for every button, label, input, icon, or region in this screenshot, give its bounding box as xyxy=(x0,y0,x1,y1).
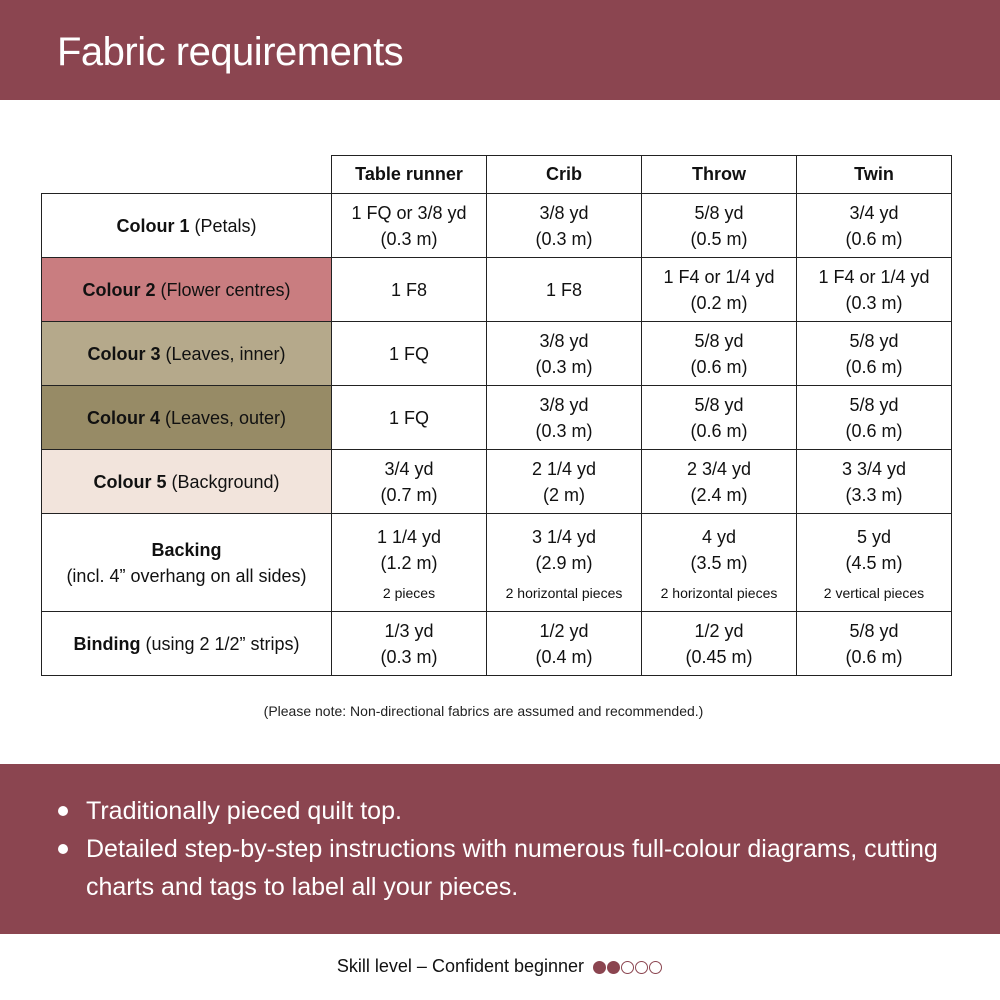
row-label-detail: (Leaves, inner) xyxy=(160,343,286,364)
bullet-icon xyxy=(58,844,68,854)
table-cell xyxy=(642,386,797,450)
table-cell xyxy=(487,450,642,514)
cell-amount-yd: 2 3/4 yd xyxy=(686,458,752,479)
table-row xyxy=(42,386,952,450)
table-cell xyxy=(642,258,797,322)
cell-amount-yd: 1 1/4 yd xyxy=(376,526,442,547)
table-cell xyxy=(797,450,952,514)
cell-amount-m: (0.3 m) xyxy=(380,228,438,249)
cell-amount-m: (2.9 m) xyxy=(535,552,593,573)
cell-amount-yd: 5/8 yd xyxy=(849,330,899,351)
cell-amount-m: (4.5 m) xyxy=(845,552,903,573)
row-label-detail: (Leaves, outer) xyxy=(159,407,287,428)
row-label-name: Colour 2 xyxy=(82,279,156,300)
cell-amount-yd: 1 FQ xyxy=(388,343,429,364)
table-cell xyxy=(642,194,797,258)
row-label-name: Colour 3 xyxy=(87,343,161,364)
cell-amount-m: (0.4 m) xyxy=(535,646,593,667)
table-cell xyxy=(797,612,952,676)
cell-amount-yd: 1 F4 or 1/4 yd xyxy=(663,266,775,287)
skill-dot-filled-icon xyxy=(593,961,606,974)
cell-amount-yd: 3/8 yd xyxy=(539,202,589,223)
table-cell xyxy=(797,258,952,322)
cell-amount-m: (0.6 m) xyxy=(690,420,748,441)
feature-text: Traditionally pieced quilt top. xyxy=(86,797,402,825)
cell-amount-yd: 3/8 yd xyxy=(539,330,589,351)
skill-dot-empty-icon xyxy=(649,961,662,974)
table-row xyxy=(42,514,952,612)
table-row xyxy=(42,258,952,322)
row-label xyxy=(42,612,332,676)
row-label-detail: (Background) xyxy=(166,471,280,492)
feature-item xyxy=(56,792,1000,830)
cell-amount-m: (2 m) xyxy=(543,484,585,505)
table-cell xyxy=(487,386,642,450)
cell-note: 2 vertical pieces xyxy=(823,584,925,601)
cell-amount-m: (0.6 m) xyxy=(845,420,903,441)
table-cell xyxy=(797,322,952,386)
table-cell xyxy=(332,450,487,514)
table-cell xyxy=(642,450,797,514)
table-cell xyxy=(332,386,487,450)
table-cell xyxy=(332,612,487,676)
cell-amount-m: (0.3 m) xyxy=(535,228,593,249)
skill-rating xyxy=(593,958,663,979)
skill-dot-empty-icon xyxy=(621,961,634,974)
row-label-name: Binding xyxy=(73,633,141,654)
cell-amount-yd: 5/8 yd xyxy=(849,394,899,415)
cell-amount-m: (0.6 m) xyxy=(845,228,903,249)
cell-amount-yd: 1 F8 xyxy=(545,279,583,300)
table-cell xyxy=(642,612,797,676)
table-row xyxy=(42,194,952,258)
table-cell xyxy=(797,514,952,612)
row-label-name: Colour 4 xyxy=(86,407,160,428)
cell-amount-m: (0.3 m) xyxy=(535,420,593,441)
bullet-icon xyxy=(58,806,68,816)
cell-amount-m: (2.4 m) xyxy=(690,484,748,505)
feature-text: Detailed step-by-step instructions with numerous full-colour diagrams, cutting charts and tags to label all your pieces. xyxy=(86,835,938,901)
table-cell xyxy=(332,514,487,612)
row-label xyxy=(42,194,332,258)
cell-amount-yd: 1/3 yd xyxy=(384,620,434,641)
cell-amount-yd: 3/4 yd xyxy=(849,202,899,223)
cell-amount-m: (0.6 m) xyxy=(845,646,903,667)
cell-amount-m: (0.45 m) xyxy=(685,646,753,667)
row-label xyxy=(42,450,332,514)
column-header: Crib xyxy=(487,156,642,194)
cell-amount-m: (0.3 m) xyxy=(380,646,438,667)
skill-dot-empty-icon xyxy=(635,961,648,974)
cell-amount-m: (3.5 m) xyxy=(690,552,748,573)
cell-amount-yd: 5/8 yd xyxy=(694,394,744,415)
cell-note: 2 horizontal pieces xyxy=(505,584,623,601)
table-cell xyxy=(332,194,487,258)
cell-amount-yd: 5 yd xyxy=(856,526,892,547)
cell-amount-m: (0.7 m) xyxy=(380,484,438,505)
row-label-detail: (using 2 1/2” strips) xyxy=(140,633,300,654)
row-label-name: Colour 1 xyxy=(116,215,190,236)
table-cell xyxy=(332,258,487,322)
cell-amount-m: (0.2 m) xyxy=(690,292,748,313)
skill-dot-filled-icon xyxy=(607,961,620,974)
cell-amount-m: (1.2 m) xyxy=(380,552,438,573)
row-label-name: Colour 5 xyxy=(93,471,167,492)
cell-amount-yd: 3/4 yd xyxy=(384,458,434,479)
cell-amount-yd: 5/8 yd xyxy=(694,202,744,223)
row-label-name: Backing xyxy=(151,539,222,560)
row-label xyxy=(42,386,332,450)
cell-amount-m: (3.3 m) xyxy=(845,484,903,505)
column-header: Throw xyxy=(642,156,797,194)
table-cell xyxy=(487,194,642,258)
fabric-note: (Please note: Non-directional fabrics are assumed and recommended.) xyxy=(263,703,704,719)
cell-amount-yd: 1 F4 or 1/4 yd xyxy=(818,266,930,287)
table-cell xyxy=(797,386,952,450)
cell-amount-yd: 5/8 yd xyxy=(694,330,744,351)
cell-amount-m: (0.3 m) xyxy=(535,356,593,377)
header-banner xyxy=(0,0,1000,100)
corner-cell xyxy=(42,156,332,194)
features-list xyxy=(56,792,1000,906)
cell-amount-yd: 1 FQ or 3/8 yd xyxy=(351,202,467,223)
table-cell xyxy=(487,612,642,676)
cell-amount-yd: 2 1/4 yd xyxy=(531,458,597,479)
table-row xyxy=(42,612,952,676)
cell-amount-yd: 3/8 yd xyxy=(539,394,589,415)
table-cell xyxy=(642,514,797,612)
table-header-row xyxy=(42,156,952,194)
cell-amount-yd: 3 3/4 yd xyxy=(841,458,907,479)
table-cell xyxy=(487,322,642,386)
table-cell xyxy=(642,322,797,386)
table-cell xyxy=(487,514,642,612)
fabric-requirements-table xyxy=(41,155,952,676)
table-cell xyxy=(332,322,487,386)
cell-amount-m: (0.3 m) xyxy=(845,292,903,313)
row-label-detail: (Petals) xyxy=(189,215,257,236)
cell-note: 2 horizontal pieces xyxy=(660,584,778,601)
table-row xyxy=(42,450,952,514)
cell-amount-yd: 5/8 yd xyxy=(849,620,899,641)
cell-amount-m: (0.5 m) xyxy=(690,228,748,249)
row-label xyxy=(42,322,332,386)
row-label-detail: (Flower centres) xyxy=(155,279,291,300)
cell-amount-yd: 1 FQ xyxy=(388,407,429,428)
cell-amount-yd: 4 yd xyxy=(701,526,737,547)
table-cell xyxy=(797,194,952,258)
skill-level-label: Skill level – Confident beginner xyxy=(336,956,585,976)
cell-amount-yd: 1/2 yd xyxy=(694,620,744,641)
cell-amount-yd: 1/2 yd xyxy=(539,620,589,641)
cell-amount-m: (0.6 m) xyxy=(690,356,748,377)
skill-level xyxy=(0,956,1000,979)
column-header: Twin xyxy=(797,156,952,194)
row-label-subtext: (incl. 4” overhang on all sides) xyxy=(66,565,307,586)
table-cell xyxy=(487,258,642,322)
row-label xyxy=(42,258,332,322)
page-title: Fabric requirements xyxy=(57,30,404,74)
column-header: Table runner xyxy=(332,156,487,194)
cell-note: 2 pieces xyxy=(382,584,436,601)
row-label xyxy=(42,514,332,612)
cell-amount-m: (0.6 m) xyxy=(845,356,903,377)
feature-item xyxy=(56,830,1000,906)
table-row xyxy=(42,322,952,386)
features-banner xyxy=(0,764,1000,934)
cell-amount-yd: 1 F8 xyxy=(390,279,428,300)
cell-amount-yd: 3 1/4 yd xyxy=(531,526,597,547)
